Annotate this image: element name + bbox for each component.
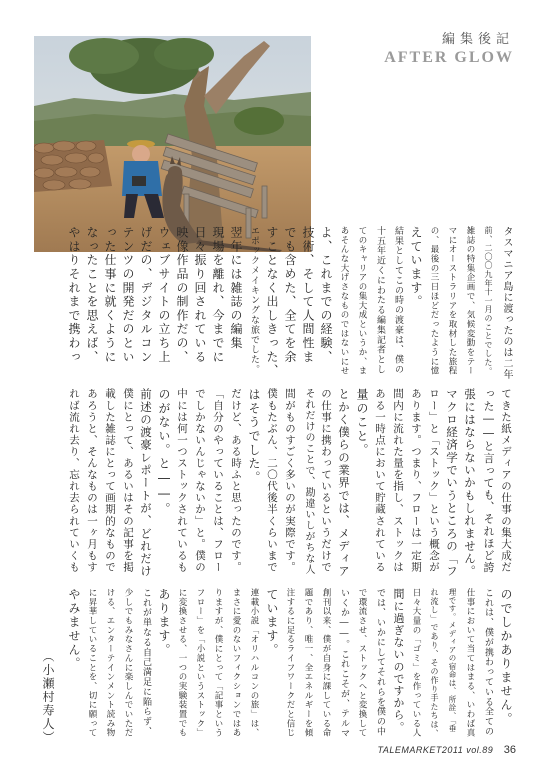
text-column: 日々振り回されている	[193, 226, 207, 364]
text-column: あろうと、そんなものは一ヶ月もす	[86, 388, 98, 573]
text-column: やみません。	[67, 588, 81, 671]
text-column: の仕事に携わっているというだけで	[320, 388, 332, 573]
text-column: あります。	[157, 588, 171, 657]
text-column: だけど、ある時ふと思ったのです。	[230, 388, 242, 573]
text-column: はそうでした。	[247, 388, 261, 485]
text-column: では、いかにしてそれらを僕の中	[375, 588, 385, 737]
text-column: 載した雑誌にとって画期的なもので	[104, 388, 116, 573]
text-column: れば流れ去り、忘れ去られていくも	[68, 388, 80, 573]
signature: （小瀬村寿人）	[41, 650, 55, 745]
page-number: 36	[503, 744, 516, 756]
text-column: 理です。メディアの宿命は、所詮、「垂	[448, 588, 457, 733]
text-column: でも含めた、全てを余	[283, 226, 297, 364]
text-column: 十五年近くにわたる編集記者とし	[375, 226, 385, 375]
text-column: ウェブサイトの立ち上	[157, 226, 171, 364]
text-column: のでしかありません。	[499, 588, 513, 726]
text-column: 題であり、唯一、全エネルギーを傾	[303, 588, 313, 738]
text-column: 前、二〇〇九年十一月のことでした。	[484, 226, 493, 376]
text-column: てきた紙メディアの仕事の集大成だ	[500, 388, 512, 573]
text-column: に昇華していることを、切に願って	[87, 588, 97, 738]
text-column: てのキャリアの集大成というか、ま	[357, 226, 367, 376]
text-column: よ、これまでの経験、	[319, 226, 333, 364]
text-column: まさに愛のないフィクションではあ	[231, 588, 241, 738]
text-column: テンツの開発だのとい	[121, 226, 135, 364]
photo-kangaroo-bench	[34, 36, 311, 252]
text-column: いくか――。これこそが、テルマ	[339, 588, 349, 739]
text-column: った――と言っても、それほど誇	[482, 388, 495, 574]
text-column: に変換させる、一つの実験装置でも	[177, 588, 187, 738]
text-column: マにオーストラリアを取材した旅程	[447, 226, 457, 376]
text-column: 量のこと。	[355, 388, 369, 457]
text-column: 創刊以来、僕が自身に課している命	[321, 588, 331, 738]
text-column: なったことを思えば、	[85, 226, 99, 364]
text-column: 翌年には雑誌の編集	[229, 226, 243, 351]
text-column: のがない。と――。	[157, 388, 171, 517]
text-column: の、最後の三日ほどだったように憶	[429, 226, 439, 376]
text-column: った仕事に就くように	[103, 226, 117, 364]
text-column: りますが、僕にとって「記事という	[213, 588, 223, 738]
text-column: 注するに足るライフワークだと信じ	[285, 588, 295, 738]
text-column: エポックメイキングな旅でした。	[249, 226, 259, 375]
text-column: 結果としてこの時の渡豪は、僕の	[393, 226, 403, 375]
text-column: やはりそれまで携わっ	[67, 226, 81, 364]
text-column: 映像作品の制作だの、	[175, 226, 189, 364]
text-column: ロー」と「ストック」という概念が	[428, 388, 440, 573]
text-column: 少しでもみなさんに楽しんでいただ	[123, 588, 133, 738]
text-column: タスマニア島に渡ったのは二年	[501, 226, 512, 380]
text-column: で環流させ、ストックへと変換して	[357, 588, 367, 738]
text-column: 張にはならないかもしれません。	[463, 388, 477, 578]
text-column: 僕にとって、あるいはその記事を掲	[122, 388, 134, 573]
text-column: ています。	[265, 588, 279, 657]
text-column: 雑誌の特集企画で、気候変動をテー	[465, 226, 475, 376]
page-header	[384, 28, 514, 67]
text-column: マクロ経済学でいうところの「フ	[445, 388, 459, 578]
text-column: それだけのことで、勘違いしがちな人	[303, 388, 314, 575]
text-column: ける、エンターテインメント読み物	[105, 588, 115, 738]
text-column: 間がものすごく多いのが実際です。	[284, 388, 296, 573]
text-column: 間内に流れた量を指し、ストックは	[392, 388, 404, 573]
text-column: えています。	[409, 226, 423, 309]
text-column: 日々大量の「ゴミ」を作っている人	[411, 588, 421, 738]
text-column: げだの、デジタルコン	[139, 226, 153, 364]
text-column: 前述の渡豪レポートが、どれだけ	[139, 388, 153, 578]
text-column: これが単なる自己満足に陥らず、	[141, 588, 151, 737]
page-footer	[378, 744, 516, 756]
text-column: でしかないんじゃないか」と。僕の	[194, 388, 206, 573]
text-column: 僕もたぶん、二〇代後半くらいまで	[266, 388, 278, 573]
text-column: ある一時点において貯蔵されている	[374, 388, 386, 573]
text-column: あります。つまり、フローは一定期	[410, 388, 422, 573]
text-column: 仕事において当てはまる、いわば真	[465, 588, 475, 738]
magazine-issue: TALEMARKET2011 vol.89	[377, 745, 494, 755]
text-column: 連載小説「オリハルコンの旅」は、	[249, 588, 259, 738]
text-column: 現場を離れ、今までに	[211, 226, 225, 364]
header-title-en: AFTER GLOW	[384, 49, 514, 66]
header-title-ja: 編集後記	[441, 32, 514, 47]
text-column: 技術、そして人間性ま	[301, 226, 315, 364]
text-column: とかく僕らの業界では、メディア	[337, 388, 351, 578]
text-column: 中には何一つストックされているも	[176, 388, 188, 573]
text-column: 間に過ぎないのですから。	[392, 588, 405, 734]
text-column: れ流し」であり、その作り手たちは、	[430, 588, 439, 738]
text-column: 「自分のやっていることは、フロー	[212, 388, 224, 573]
text-column: フロー」を「小説というストック」	[195, 588, 205, 738]
text-column: すことなく出しきった、	[265, 226, 279, 378]
text-column: あそんな大げさなものではないにせ	[339, 226, 349, 376]
text-column: これは、僕が携わっている全ての	[483, 588, 493, 737]
